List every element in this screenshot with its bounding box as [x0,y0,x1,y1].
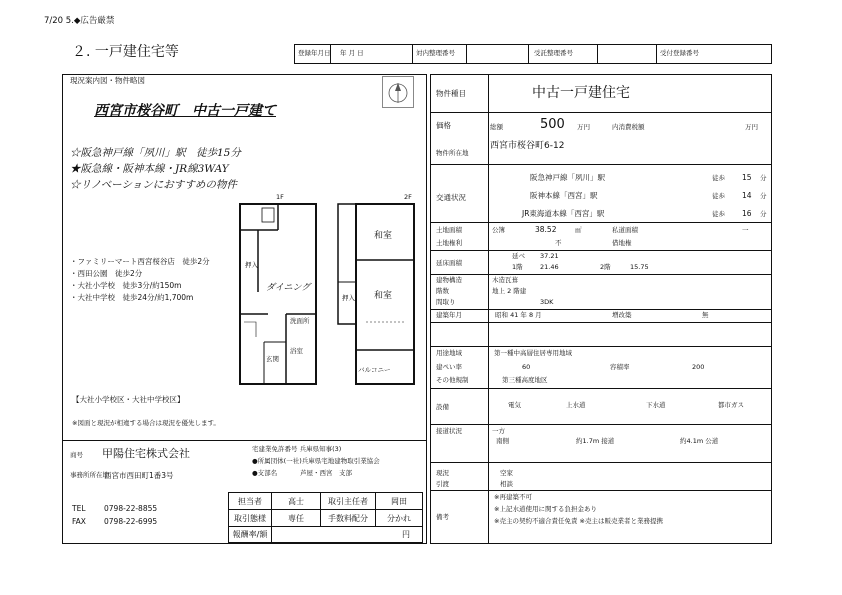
private-road-value: 一 [742,226,749,234]
land-right-value: 不 [555,239,562,247]
fee-split-label: 手数料配分 [320,509,376,527]
company-label: 商号 [70,451,83,459]
ad-panel-label: 現況案内図・物件略図 [70,76,145,85]
price-label: 価格 [436,121,451,130]
washroom-label: 洗面所 [290,317,310,325]
registration-table [294,44,772,64]
fee-rate-label: 報酬率/額 [228,526,272,543]
road-value: 一方 [492,427,505,435]
floor-area-label: 延床面積 [436,259,462,267]
property-type: 中古一戸建住宅 [532,85,630,101]
facility-4: 都市ガス [718,401,744,409]
land-area-unit: ㎡ [575,226,582,234]
association: ●所属団体(一社)兵庫県宅地建物取引業協会 [252,457,380,465]
location-value: 西宮市桜谷町6-12 [490,141,565,151]
tax-label: 内消費税額 [612,123,645,131]
facilities-label: 設備 [436,403,449,411]
remark-3: ※売主の契約不適合責任免責 ※売主は販売業者と業務提携 [494,517,663,525]
point-1: ☆阪急神戸線「夙川」駅 徒歩15分 [70,147,241,159]
fax-label: FAX [72,517,86,526]
built-label: 建築年月 [436,311,462,319]
tax-unit: 万円 [745,123,758,131]
traffic-walk-1: 徒歩 [712,174,725,182]
current-status-label: 現況 [436,469,449,477]
company-name: 甲陽住宅株式会社 [102,447,190,460]
fax-number: 0798-22-6995 [104,517,158,526]
traffic-min-3: 16 [742,209,752,218]
reception-number-label: 受付登録番号 [660,49,699,57]
deal-type-value: 専任 [271,509,321,527]
agent-value: 岡田 [375,492,423,510]
facility-1: 電気 [508,401,521,409]
point-2: ★阪急線・阪神本線・JR線3WAY [70,163,229,175]
remark-1: ※再建築不可 [494,493,532,501]
road-label: 接道状況 [436,427,462,435]
balcony-label: バルコニー [358,366,391,374]
built-value: 昭和 41 年 8 月 [495,311,542,319]
land-right-label: 土地権利 [436,239,462,247]
agent-label: 取引主任者 [320,492,376,510]
plan-note: ※図面と現況が相違する場合は現況を優先します。 [72,419,220,427]
price-unit: 万円 [577,123,590,131]
layout-value: 3DK [540,298,554,306]
floors-label: 階数 [436,287,449,295]
facility-3: 下水道 [646,401,666,409]
fee-split-value: 分かれ [375,509,423,527]
page-header: 7/20 5.◆広告厳禁 [44,16,115,26]
company-address-label: 事務所所在地 [70,471,109,479]
floor-total-value: 37.21 [540,252,559,260]
property-type-label: 物件種目 [436,89,466,98]
floors-value: 地上 2 階建 [492,287,527,295]
staff-label: 担当者 [228,492,272,510]
traffic-unit-2: 分 [760,192,767,200]
floor-1-value: 21.46 [540,263,559,271]
price-value: 500 [540,117,565,132]
current-status-value: 空家 [500,469,513,477]
ad-headline: 西宮市桜谷町 中古一戸建て [94,103,276,119]
private-road-label: 私道面積 [612,226,638,234]
land-area-type: 公簿 [492,226,505,234]
traffic-line-3: JR東海道本線「西宮」駅 [522,209,605,218]
nearby-1: ・ファミリーマート西宮桜谷店 徒歩2分 [70,257,210,266]
branch-name: 芦屋・西宮 支部 [300,469,352,477]
floor2-label: 2F [404,193,412,201]
reg-date-label: 登録年月日 [298,49,331,57]
floor-2-value: 15.75 [630,263,649,271]
nearby-4: ・大社中学校 徒歩24分/約1,700m [70,293,194,302]
license-number: 宅建業免許番号 兵庫県知事(3) [252,445,342,453]
internal-number-label: 対内整理番号 [416,49,455,57]
land-area-label: 土地面積 [436,226,462,234]
traffic-min-2: 14 [742,191,752,200]
deal-type-label: 取引態様 [228,509,272,527]
section-title: ２. 一戸建住宅等 [72,44,179,60]
floor-total-label: 延べ [512,252,525,260]
compass [382,76,414,108]
compass-icon [383,77,413,107]
far-label: 容積率 [610,363,630,371]
layout-label: 間取り [436,298,456,306]
floor1-label: 1F [276,193,284,201]
road-frontage: 約1.7m 接道 [576,437,615,445]
renovation-label: 増改築 [612,311,632,319]
coverage-value: 60 [522,363,531,371]
traffic-label: 交通状況 [436,193,466,202]
branch-label: ●支部名 [252,469,278,477]
consign-number-label: 受託整理番号 [534,49,573,57]
traffic-min-1: 15 [742,173,752,182]
facility-2: 上水道 [566,401,586,409]
floor-2-label: 2階 [600,263,611,271]
bath-label: 浴室 [290,347,303,355]
company-address: 西宮市西田町1番3号 [104,471,174,480]
other-regulation-label: その他規制 [436,376,469,384]
delivery-value: 相談 [500,480,513,488]
staff-value: 高士 [271,492,321,510]
coverage-label: 建ぺい率 [436,363,462,371]
point-3: ☆リノベーションにおすすめの物件 [70,179,237,191]
traffic-unit-3: 分 [760,210,767,218]
renovation-value: 無 [702,311,709,319]
road-width: 約4.1m 公道 [680,437,719,445]
structure-label: 建物構造 [436,276,462,284]
school-zone: 【大社小学校区・大社中学校区】 [72,395,185,404]
nearby-3: ・大社小学校 徒歩3分/約150m [70,281,182,290]
structure-value: 木造瓦葺 [492,276,518,284]
washitsu-mid: 和室 [374,291,393,301]
traffic-line-2: 阪神本線「西宮」駅 [530,191,598,200]
land-area-value: 38.52 [535,225,557,234]
far-value: 200 [692,363,705,371]
location-label: 物件所在地 [436,149,469,157]
other-regulation-value: 第三種高度地区 [502,376,548,384]
remarks-label: 備考 [436,513,449,521]
zoning-label: 用途地域 [436,349,462,357]
oshiire-2: 押入 [342,294,355,302]
traffic-walk-2: 徒歩 [712,192,725,200]
dining-label: ダイニング [266,283,311,293]
oshiire-1: 押入 [245,261,258,269]
entrance-label: 玄関 [266,355,279,363]
price-sub: 総額 [490,123,503,131]
delivery-label: 引渡 [436,480,449,488]
fee-rate-value: 円 [271,526,423,543]
reg-date-value: 年 月 日 [340,49,364,57]
tel-label: TEL [72,504,86,513]
nearby-2: ・西田公園 徒歩2分 [70,269,143,278]
traffic-unit-1: 分 [760,174,767,182]
remark-2: ※上記水道使用に関する負担金あり [494,505,597,513]
land-right-value2: 借地権 [612,239,632,247]
washitsu-top: 和室 [374,231,393,241]
traffic-line-1: 阪急神戸線「夙川」駅 [530,173,605,182]
tel-number: 0798-22-8855 [104,504,158,513]
road-direction: 南側 [496,437,509,445]
floor-1-label: 1階 [512,263,523,271]
zoning-value: 第一種中高層住居専用地域 [494,349,572,357]
traffic-walk-3: 徒歩 [712,210,725,218]
